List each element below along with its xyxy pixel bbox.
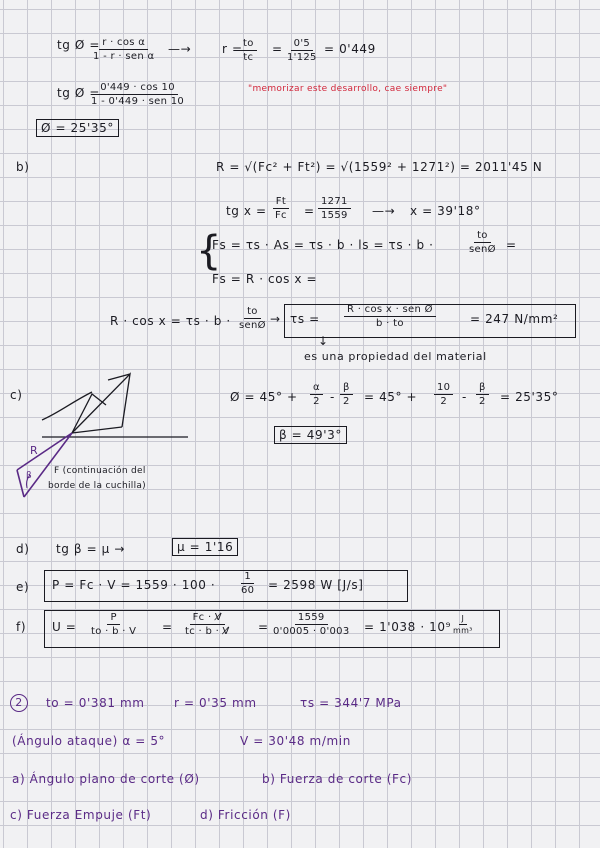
power-fraction (238, 571, 257, 596)
part-e-label: e) (16, 580, 30, 594)
r-lhs: r = (222, 42, 243, 56)
fraction-numerator: r · cos α (99, 37, 148, 50)
part-b-label: b) (16, 160, 30, 174)
depth-of-cut: to = 0'381 mm (46, 696, 145, 710)
equals-sign: = (162, 620, 173, 634)
r-value-fraction (284, 38, 320, 63)
power-equation: P = Fc · V = 1559 · 100 · (52, 578, 216, 592)
arrow-icon: → (270, 312, 281, 326)
tool-base-line (72, 427, 122, 433)
fraction-denominator: senØ (239, 320, 266, 331)
shear-force-equation-2: Fs = R · cos x = (212, 272, 318, 286)
fraction-numerator: 10 (434, 382, 453, 395)
fraction-numerator: 0'449 · cos 10 (97, 82, 178, 95)
phi-result: = 25'35° (500, 390, 559, 404)
fraction-numerator: to (474, 230, 491, 243)
fraction-numerator: 1271 (318, 196, 351, 209)
tg-phi-lhs: tg Ø = (57, 38, 101, 52)
fraction-numerator: P (107, 612, 119, 625)
question-b: b) Fuerza de corte (Fc) (262, 772, 413, 786)
beta-half-fraction-2 (476, 382, 489, 407)
fraction-denominator: 1559 (321, 210, 348, 221)
specific-energy-result: = 1'038 · 10⁹ (364, 620, 452, 634)
r-fraction (240, 38, 257, 63)
energy-fraction-2 (182, 612, 233, 637)
fraction-denominator: 1 - 0'449 · sen 10 (91, 96, 185, 107)
fraction-numerator: Fc · V̸ (190, 612, 225, 625)
fraction-numerator: J (459, 614, 468, 625)
question-c: c) Fuerza Empuje (Ft) (10, 808, 152, 822)
tgx-lhs: tg x = (226, 204, 267, 218)
equals-sign: = (258, 620, 269, 634)
power-result: = 2598 W [J/s] (268, 578, 364, 592)
shear-force-equation: Fs = τs · As = τs · b · ls = τs · b · (212, 238, 434, 252)
force-f-vector (17, 433, 72, 470)
fraction-denominator: 1 - r · sen α (93, 51, 155, 62)
alpha-half-fraction (310, 382, 323, 407)
specific-energy-lhs: U = (52, 620, 77, 634)
energy-fraction-3 (270, 612, 353, 637)
rake-angle: (Ángulo ataque) α = 5° (12, 734, 166, 748)
material-property-note: es una propiedad del material (304, 350, 487, 363)
resultant-equation: R = √(Fc² + Ft²) = √(1559² + 1271²) = 2011'45 N (216, 160, 543, 174)
shear-stress-fraction (344, 304, 436, 329)
force-r-label: R (30, 444, 39, 457)
part-f-label: f) (16, 620, 27, 634)
phi-result-box: Ø = 25'35° (36, 119, 119, 137)
fraction-numerator: to (244, 306, 261, 319)
part-c-label: c) (10, 388, 23, 402)
fraction-numerator: 1 (241, 571, 254, 584)
fraction-denominator: mm³ (453, 626, 473, 635)
tg-phi-fraction (90, 37, 157, 62)
fraction-denominator: 1'125 (287, 52, 317, 63)
friction-result-box: μ = 1'16 (172, 538, 238, 556)
tg-phi-value-fraction (88, 82, 187, 107)
fraction-denominator: 2 (313, 396, 320, 407)
question-a: a) Ángulo plano de corte (Ø) (12, 772, 200, 786)
fraction-numerator: 1559 (295, 612, 328, 625)
beta-result-box: β = 49'3° (274, 426, 347, 444)
shear-stress-result: = 247 N/mm² (470, 312, 559, 326)
arrow-icon: —→ (372, 204, 396, 218)
angle-x-result: x = 39'18° (410, 204, 481, 218)
minus-sign: - (462, 390, 467, 404)
fraction-numerator: β (340, 382, 353, 395)
fraction-denominator: b · to (376, 318, 404, 329)
tgx-fraction-1 (272, 196, 290, 221)
equals-sign: = (304, 204, 315, 218)
fraction-numerator: α (310, 382, 323, 395)
fraction-denominator: 60 (241, 585, 255, 596)
force-f-label: F (continuación del (54, 466, 146, 476)
cutting-speed: V = 30'48 m/min (240, 734, 351, 748)
fraction-denominator: 2 (343, 396, 350, 407)
equilibrium-fraction (236, 306, 269, 331)
energy-unit-fraction (450, 614, 476, 635)
problem-number-badge (10, 694, 28, 712)
energy-fraction-1 (88, 612, 139, 637)
phi-mid: = 45° + (364, 390, 418, 404)
tool-outline (72, 374, 130, 433)
equals-sign: = (272, 42, 283, 56)
fraction-denominator: 0'0005 · 0'003 (273, 626, 350, 637)
shear-force-fraction (466, 230, 499, 255)
fraction-numerator: to (240, 38, 257, 51)
arrow-icon: —→ (168, 42, 192, 56)
chip-curve (42, 392, 92, 420)
fraction-denominator: tc (243, 52, 254, 63)
fraction-denominator: senØ (469, 244, 496, 255)
beta-angle-label: β (26, 471, 33, 481)
beta-half-fraction (340, 382, 353, 407)
shear-stress-lhs: τs = (290, 312, 320, 326)
fraction-denominator: tc · b · V̸ (185, 626, 230, 637)
friction-equation: tg β = μ → (56, 542, 125, 556)
fraction-denominator: 2 (440, 396, 447, 407)
down-arrow-icon: ↓ (318, 334, 329, 348)
equals-sign: = (506, 238, 517, 252)
tgx-fraction-2 (318, 196, 351, 221)
question-d: d) Fricción (F) (200, 808, 291, 822)
tg-phi-lhs-2: tg Ø = (57, 86, 101, 100)
equilibrium-lhs: R · cos x = τs · b · (110, 314, 231, 328)
memorize-note: "memorizar este desarrollo, cae siempre" (248, 84, 448, 94)
shear-strength: τs = 344'7 MPa (300, 696, 402, 710)
fraction-denominator: Fc (275, 210, 287, 221)
minus-sign: - (330, 390, 335, 404)
fraction-numerator: β (476, 382, 489, 395)
ten-half-fraction (434, 382, 453, 407)
chip-ratio: r = 0'35 mm (174, 696, 257, 710)
system-brace-icon: { (196, 228, 223, 274)
r-result: = 0'449 (324, 42, 376, 56)
fraction-denominator: 2 (479, 396, 486, 407)
fraction-numerator: 0'5 (291, 38, 313, 51)
problem-number: 2 (10, 694, 28, 712)
part-d-label: d) (16, 542, 30, 556)
fraction-numerator: R · cos x · sen Ø (344, 304, 436, 317)
fraction-numerator: Ft (273, 196, 289, 209)
fraction-denominator: to · b · V (91, 626, 137, 637)
chip-outline (72, 394, 106, 433)
force-f-label-2: borde de la cuchilla) (48, 481, 146, 491)
phi-lhs: Ø = 45° + (230, 390, 298, 404)
